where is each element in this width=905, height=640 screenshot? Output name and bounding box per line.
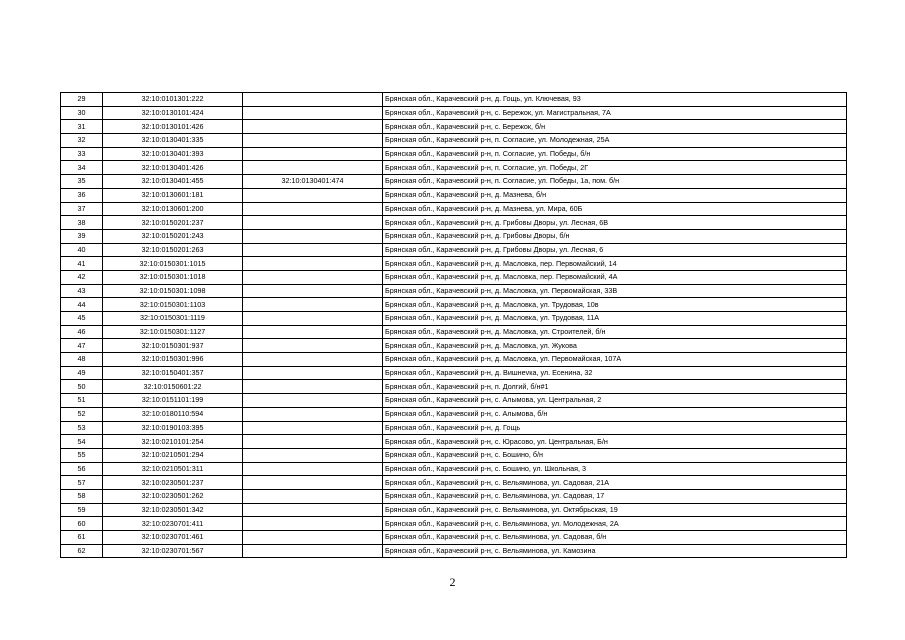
address-cell: Брянская обл., Карачевский р-н, п. Согласие, ул. Победы, б/н [383,147,847,161]
table-row [61,188,847,202]
table-row [61,544,847,558]
cadastral-number-cell: 32:10:0210501:311 [103,462,243,476]
cadastral-number-cell: 32:10:0130101:426 [103,120,243,134]
row-number-cell: 42 [61,270,103,284]
related-cadastral-number-cell [243,298,383,312]
cadastral-number-cell: 32:10:0210101:254 [103,435,243,449]
table-row [61,106,847,120]
row-number-cell: 50 [61,380,103,394]
row-number-cell: 41 [61,257,103,271]
address-cell: Брянская обл., Карачевский р-н, с. Алымова, б/н [383,407,847,421]
row-number-cell: 48 [61,353,103,367]
address-cell: Брянская обл., Карачевский р-н, д. Масловка, ул. Первомайская, 107А [383,353,847,367]
address-cell: Брянская обл., Карачевский р-н, с. Бережок, б/н [383,120,847,134]
row-number-cell: 37 [61,202,103,216]
address-cell: Брянская обл., Карачевский р-н, д. Мазнева, ул. Мира, 60Б [383,202,847,216]
table-row [61,421,847,435]
related-cadastral-number-cell [243,448,383,462]
table-row [61,407,847,421]
table-row [61,284,847,298]
related-cadastral-number-cell [243,93,383,107]
address-cell: Брянская обл., Карачевский р-н, д. Мазнева, б/н [383,188,847,202]
cadastral-number-cell: 32:10:0130601:181 [103,188,243,202]
cadastral-number-cell: 32:10:0150201:263 [103,243,243,257]
row-number-cell: 54 [61,435,103,449]
address-cell: Брянская обл., Карачевский р-н, д. Масловка, ул. Трудовая, 11А [383,312,847,326]
table-row [61,394,847,408]
table-row [61,298,847,312]
table-row [61,339,847,353]
table-row [61,161,847,175]
address-cell: Брянская обл., Карачевский р-н, п. Согласие, ул. Победы, 2Г [383,161,847,175]
row-number-cell: 39 [61,229,103,243]
cadastral-number-cell: 32:10:0210501:294 [103,448,243,462]
address-cell: Брянская обл., Карачевский р-н, с. Вельяминова, ул. Октябрьская, 19 [383,503,847,517]
address-cell: Брянская обл., Карачевский р-н, п. Долгий, б/н#1 [383,380,847,394]
cadastral-number-cell: 32:10:0130401:393 [103,147,243,161]
cadastral-number-cell: 32:10:0150301:1103 [103,298,243,312]
registry-table [60,92,847,558]
page-number: 2 [449,575,456,589]
table-row [61,366,847,380]
related-cadastral-number-cell [243,229,383,243]
row-number-cell: 35 [61,175,103,189]
related-cadastral-number-cell [243,394,383,408]
row-number-cell: 61 [61,531,103,545]
address-cell: Брянская обл., Карачевский р-н, с. Юрасово, ул. Центральная, Б/н [383,435,847,449]
table-row [61,120,847,134]
row-number-cell: 52 [61,407,103,421]
table-row [61,93,847,107]
cadastral-number-cell: 32:10:0230701:411 [103,517,243,531]
cadastral-number-cell: 32:10:0230701:461 [103,531,243,545]
table-row [61,448,847,462]
address-cell: Брянская обл., Карачевский р-н, д. Масловка, пер. Первомайский, 14 [383,257,847,271]
table-row [61,243,847,257]
cadastral-number-cell: 32:10:0130601:200 [103,202,243,216]
related-cadastral-number-cell [243,325,383,339]
related-cadastral-number-cell [243,312,383,326]
table-row [61,531,847,545]
cadastral-number-cell: 32:10:0130401:335 [103,134,243,148]
cadastral-number-cell: 32:10:0230501:262 [103,489,243,503]
table-row [61,435,847,449]
row-number-cell: 53 [61,421,103,435]
address-cell: Брянская обл., Карачевский р-н, с. Бережок, ул. Магистральная, 7А [383,106,847,120]
address-cell: Брянская обл., Карачевский р-н, с. Вельяминова, ул. Молодежная, 2А [383,517,847,531]
row-number-cell: 44 [61,298,103,312]
address-cell: Брянская обл., Карачевский р-н, д. Масловка, ул. Жукова [383,339,847,353]
related-cadastral-number-cell [243,353,383,367]
cadastral-number-cell: 32:10:0130401:455 [103,175,243,189]
cadastral-number-cell: 32:10:0151101:199 [103,394,243,408]
cadastral-number-cell: 32:10:0130101:424 [103,106,243,120]
cadastral-number-cell: 32:10:0150301:1098 [103,284,243,298]
table-row [61,476,847,490]
cadastral-number-cell: 32:10:0230501:237 [103,476,243,490]
related-cadastral-number-cell [243,284,383,298]
table-row [61,517,847,531]
row-number-cell: 51 [61,394,103,408]
address-cell: Брянская обл., Карачевский р-н, с. Бошино, ул. Школьная, 3 [383,462,847,476]
row-number-cell: 60 [61,517,103,531]
address-cell: Брянская обл., Карачевский р-н, д. Масловка, ул. Трудовая, 10в [383,298,847,312]
address-cell: Брянская обл., Карачевский р-н, с. Вельяминова, ул. Камозина [383,544,847,558]
row-number-cell: 43 [61,284,103,298]
table-row [61,312,847,326]
registry-table-body [61,93,847,558]
cadastral-number-cell: 32:10:0150301:1018 [103,270,243,284]
table-row [61,147,847,161]
table-row [61,353,847,367]
address-cell: Брянская обл., Карачевский р-н, д. Грибовы Дворы, б/н [383,229,847,243]
cadastral-number-cell: 32:10:0180110:594 [103,407,243,421]
related-cadastral-number-cell [243,339,383,353]
related-cadastral-number-cell [243,503,383,517]
address-cell: Брянская обл., Карачевский р-н, п. Согласие, ул. Победы, 1а, пом. б/н [383,175,847,189]
related-cadastral-number-cell [243,188,383,202]
related-cadastral-number-cell [243,531,383,545]
address-cell: Брянская обл., Карачевский р-н, с. Вельяминова, ул. Садовая, б/н [383,531,847,545]
table-row [61,216,847,230]
related-cadastral-number-cell [243,380,383,394]
row-number-cell: 45 [61,312,103,326]
related-cadastral-number-cell [243,270,383,284]
cadastral-number-cell: 32:10:0150601:22 [103,380,243,394]
row-number-cell: 33 [61,147,103,161]
row-number-cell: 58 [61,489,103,503]
row-number-cell: 49 [61,366,103,380]
cadastral-number-cell: 32:10:0150301:1119 [103,312,243,326]
related-cadastral-number-cell [243,462,383,476]
table-row [61,270,847,284]
related-cadastral-number-cell [243,161,383,175]
related-cadastral-number-cell [243,476,383,490]
row-number-cell: 38 [61,216,103,230]
address-cell: Брянская обл., Карачевский р-н, д. Грибовы Дворы, ул. Лесная, 6В [383,216,847,230]
related-cadastral-number-cell [243,243,383,257]
table-row [61,257,847,271]
cadastral-number-cell: 32:10:0190103:395 [103,421,243,435]
address-cell: Брянская обл., Карачевский р-н, д. Грибовы Дворы, ул. Лесная, 6 [383,243,847,257]
table-row [61,462,847,476]
address-cell: Брянская обл., Карачевский р-н, с. Бошино, б/н [383,448,847,462]
related-cadastral-number-cell [243,120,383,134]
related-cadastral-number-cell: 32:10:0130401:474 [243,175,383,189]
row-number-cell: 55 [61,448,103,462]
table-row [61,134,847,148]
related-cadastral-number-cell [243,435,383,449]
related-cadastral-number-cell [243,489,383,503]
related-cadastral-number-cell [243,147,383,161]
address-cell: Брянская обл., Карачевский р-н, д. Масловка, пер. Первомайский, 4А [383,270,847,284]
cadastral-number-cell: 32:10:0150301:1127 [103,325,243,339]
table-row [61,175,847,189]
row-number-cell: 40 [61,243,103,257]
row-number-cell: 57 [61,476,103,490]
address-cell: Брянская обл., Карачевский р-н, п. Согласие, ул. Молодежная, 25А [383,134,847,148]
table-row [61,380,847,394]
related-cadastral-number-cell [243,517,383,531]
related-cadastral-number-cell [243,421,383,435]
row-number-cell: 59 [61,503,103,517]
row-number-cell: 47 [61,339,103,353]
row-number-cell: 31 [61,120,103,134]
row-number-cell: 46 [61,325,103,339]
cadastral-number-cell: 32:10:0101301:222 [103,93,243,107]
cadastral-number-cell: 32:10:0150401:357 [103,366,243,380]
address-cell: Брянская обл., Карачевский р-н, д. Масловка, ул. Первомайская, 33В [383,284,847,298]
row-number-cell: 29 [61,93,103,107]
cadastral-number-cell: 32:10:0130401:426 [103,161,243,175]
table-row [61,229,847,243]
related-cadastral-number-cell [243,544,383,558]
related-cadastral-number-cell [243,257,383,271]
cadastral-number-cell: 32:10:0150301:1015 [103,257,243,271]
address-cell: Брянская обл., Карачевский р-н, с. Вельяминова, ул. Садовая, 21А [383,476,847,490]
related-cadastral-number-cell [243,407,383,421]
address-cell: Брянская обл., Карачевский р-н, с. Вельяминова, ул. Садовая, 17 [383,489,847,503]
cadastral-number-cell: 32:10:0150301:996 [103,353,243,367]
table-row [61,503,847,517]
row-number-cell: 62 [61,544,103,558]
cadastral-number-cell: 32:10:0230501:342 [103,503,243,517]
address-cell: Брянская обл., Карачевский р-н, д. Гощь, ул. Ключевая, 93 [383,93,847,107]
cadastral-number-cell: 32:10:0150301:937 [103,339,243,353]
address-cell: Брянская обл., Карачевский р-н, д. Гощь [383,421,847,435]
cadastral-number-cell: 32:10:0230701:567 [103,544,243,558]
address-cell: Брянская обл., Карачевский р-н, д. Вишнevка, ул. Есенина, 32 [383,366,847,380]
related-cadastral-number-cell [243,202,383,216]
related-cadastral-number-cell [243,366,383,380]
table-row [61,489,847,503]
related-cadastral-number-cell [243,134,383,148]
row-number-cell: 36 [61,188,103,202]
address-cell: Брянская обл., Карачевский р-н, д. Масловка, ул. Строителей, б/н [383,325,847,339]
cadastral-number-cell: 32:10:0150201:243 [103,229,243,243]
table-row [61,325,847,339]
row-number-cell: 32 [61,134,103,148]
related-cadastral-number-cell [243,106,383,120]
related-cadastral-number-cell [243,216,383,230]
row-number-cell: 34 [61,161,103,175]
cadastral-number-cell: 32:10:0150201:237 [103,216,243,230]
row-number-cell: 56 [61,462,103,476]
row-number-cell: 30 [61,106,103,120]
address-cell: Брянская обл., Карачевский р-н, с. Алымова, ул. Центральная, 2 [383,394,847,408]
table-row [61,202,847,216]
